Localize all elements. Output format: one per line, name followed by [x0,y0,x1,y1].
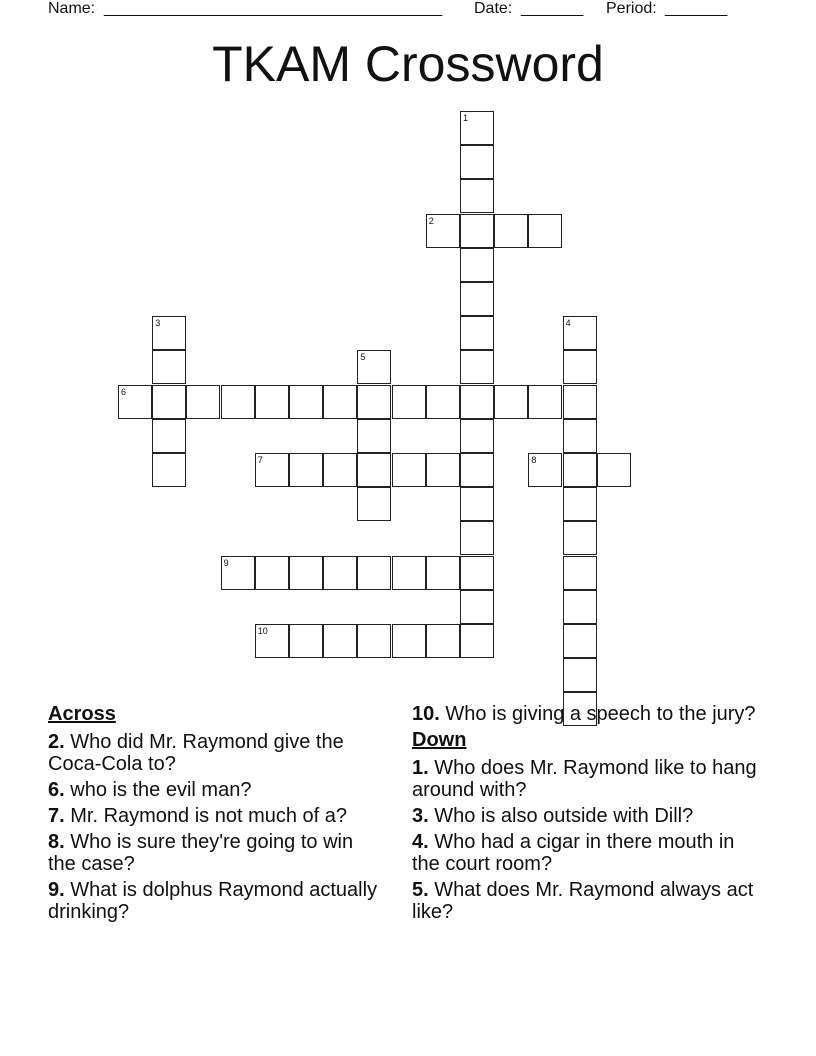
grid-cell[interactable] [152,385,186,419]
name-blank[interactable]: ______________________________________ [104,0,443,17]
grid-cell[interactable] [221,556,255,590]
clues-left-column [48,703,378,927]
clue-number: 4. [412,831,429,853]
grid-cell[interactable] [426,453,460,487]
grid-cell[interactable] [528,214,562,248]
clues-right-column [412,703,762,927]
clue-number: 10. [412,703,440,725]
grid-cell[interactable] [494,385,528,419]
name-label: Name: [48,0,96,17]
clue-number-label: 4 [565,318,571,329]
grid-cell[interactable] [563,385,597,419]
page-title: TKAM Crossword [212,36,604,92]
clue-text: What does Mr. Raymond always act like? [412,879,754,923]
across-clue-9 [48,879,378,923]
across-clue-2 [48,731,378,775]
grid-cell[interactable] [460,214,494,248]
clue-text: What is dolphus Raymond actually drinking? [48,879,378,923]
clue-text: who is the evil man? [70,779,252,801]
period-label: Period: [606,0,657,17]
grid-cell[interactable] [357,453,391,487]
grid-cell[interactable] [357,385,391,419]
grid-cell[interactable] [357,350,391,384]
clue-number-label: 6 [121,386,127,397]
across-clue-6 [48,779,378,801]
clue-number: 9. [48,879,65,901]
grid-cell[interactable] [563,453,597,487]
down-clue-4 [412,831,762,875]
grid-cell[interactable] [460,316,494,350]
grid-cell[interactable] [255,453,289,487]
grid-cell[interactable] [255,624,289,658]
grid-cell[interactable] [392,556,426,590]
clue-text: Who did Mr. Raymond give the Coca-Cola to? [48,731,344,775]
clue-number-label: 10 [257,626,268,636]
grid-cell[interactable] [426,624,460,658]
clue-text: Who is sure they're going to win the case? [48,831,354,875]
grid-cell[interactable] [221,385,255,419]
clue-number: 5. [412,879,429,901]
grid-cell[interactable] [152,316,186,350]
grid-cell[interactable] [563,350,597,384]
grid-cell[interactable] [460,556,494,590]
clue-number: 7. [48,805,65,827]
grid-cell[interactable] [392,385,426,419]
grid-cell[interactable] [357,556,391,590]
grid-cell[interactable] [563,487,597,521]
grid-cell[interactable] [426,385,460,419]
grid-cell[interactable] [323,624,357,658]
clue-number-label: 2 [428,215,434,226]
across-heading: Across [48,703,116,725]
grid-cell[interactable] [392,624,426,658]
across-clue-8 [48,831,378,875]
grid-cell[interactable] [460,590,494,624]
grid-cell[interactable] [460,453,494,487]
grid-cell[interactable] [323,385,357,419]
clue-number-label: 1 [463,113,469,123]
grid-cell[interactable] [563,521,597,555]
grid-cell[interactable] [289,624,323,658]
grid-cell[interactable] [460,385,494,419]
grid-cell[interactable] [357,419,391,453]
grid-cell[interactable] [426,556,460,590]
grid-cell[interactable] [563,590,597,624]
clue-text: Who is giving a speech to the jury? [445,703,756,725]
grid-cell[interactable] [460,179,494,213]
clue-number-label: 5 [360,352,366,363]
grid-cell[interactable] [563,316,597,350]
down-clue-3 [412,805,762,827]
grid-cell[interactable] [323,453,357,487]
grid-cell[interactable] [460,624,494,658]
grid-cell[interactable] [255,385,289,419]
grid-cell[interactable] [460,145,494,179]
grid-cell[interactable] [460,521,494,555]
period-blank[interactable]: _______ [665,0,728,17]
date-blank[interactable]: _______ [521,0,584,17]
grid-cell[interactable] [460,350,494,384]
grid-cell[interactable] [563,658,597,692]
clue-text: Who is also outside with Dill? [434,805,694,827]
grid-cell[interactable] [597,453,631,487]
clue-number: 8. [48,831,65,853]
clue-number: 3. [412,805,429,827]
down-clue-5 [412,879,762,923]
clue-number-label: 3 [155,318,161,329]
grid-cell[interactable] [118,385,152,419]
grid-cell[interactable] [323,556,357,590]
across-clue-7 [48,805,378,827]
down-heading: Down [412,729,467,751]
grid-cell[interactable] [255,556,289,590]
clue-number-label: 8 [531,455,537,465]
grid-cell[interactable] [289,453,323,487]
clue-number: 1. [412,757,429,779]
clue-number: 6. [48,779,65,801]
grid-cell[interactable] [528,385,562,419]
grid-cell[interactable] [357,487,391,521]
down-clue-1 [412,757,762,801]
clue-number: 2. [48,731,65,753]
clue-number-label: 7 [257,455,263,465]
grid-cell[interactable] [289,556,323,590]
grid-cell[interactable] [460,282,494,316]
clue-text: Who does Mr. Raymond like to hang around with? [412,757,757,801]
grid-cell[interactable] [357,624,391,658]
grid-cell[interactable] [460,419,494,453]
grid-cell[interactable] [563,624,597,658]
grid-cell[interactable] [460,248,494,282]
grid-cell[interactable] [186,385,220,419]
grid-cell[interactable] [563,556,597,590]
grid-cell[interactable] [152,350,186,384]
grid-cell[interactable] [289,385,323,419]
grid-cell[interactable] [426,214,460,248]
header-fields [48,0,768,20]
grid-cell[interactable] [528,453,562,487]
grid-cell[interactable] [392,453,426,487]
grid-cell[interactable] [152,419,186,453]
across-clue-10 [412,703,762,725]
grid-cell[interactable] [563,419,597,453]
grid-cell[interactable] [460,111,494,145]
grid-cell[interactable] [152,453,186,487]
clue-number-label: 9 [223,557,229,568]
clue-text: Mr. Raymond is not much of a? [70,805,348,827]
grid-cell[interactable] [460,487,494,521]
date-label: Date: [474,0,513,17]
grid-cell[interactable] [494,214,528,248]
clue-text: Who had a cigar in there mouth in the court room? [412,831,735,875]
